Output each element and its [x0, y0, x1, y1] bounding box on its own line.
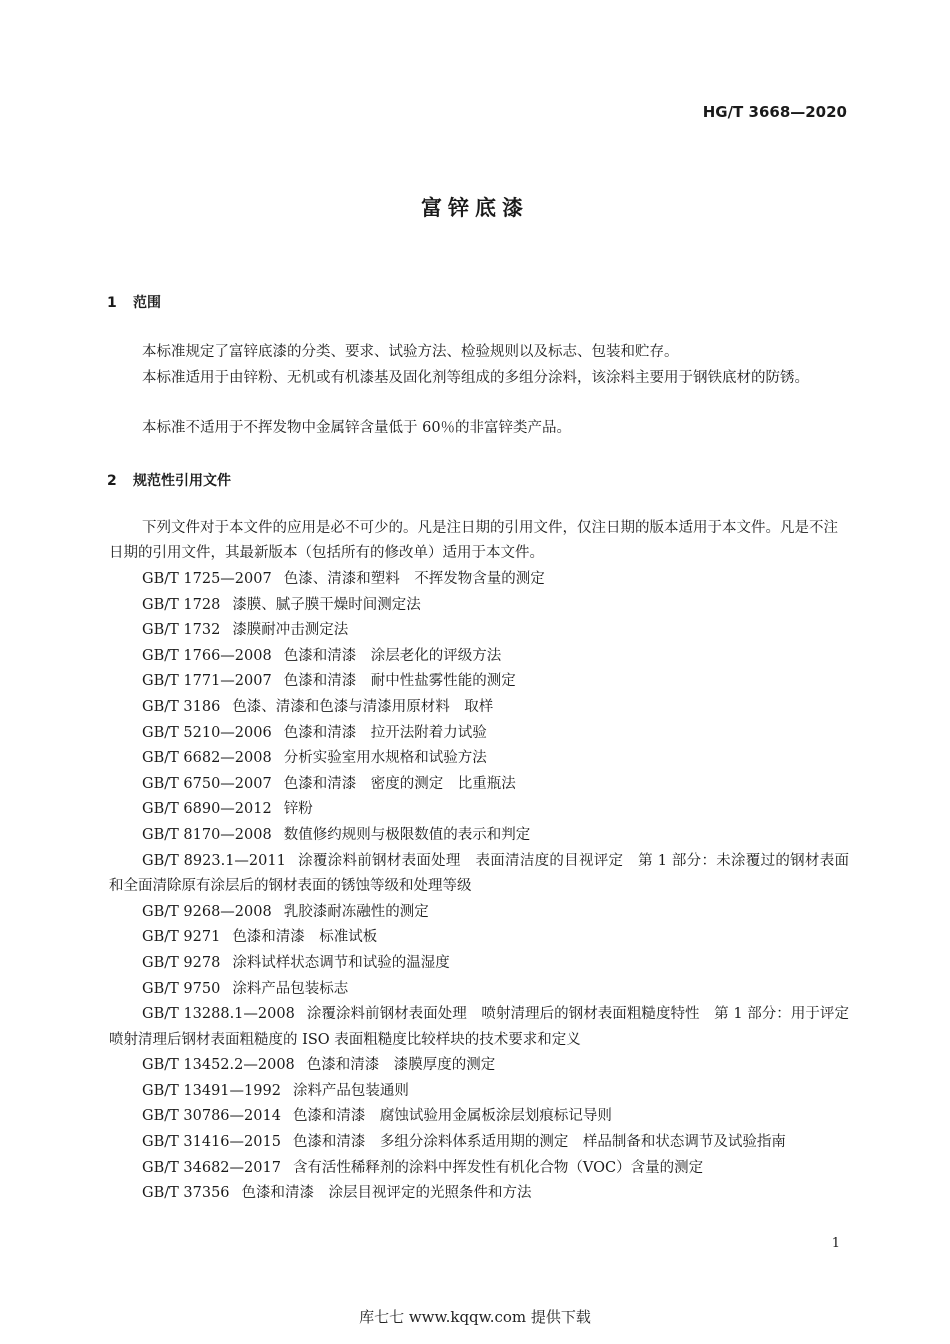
reference-item: [109, 977, 849, 1003]
reference-title: 色漆和清漆 涂层老化的评级方法: [283, 647, 502, 664]
reference-item: [109, 644, 849, 670]
section-2-heading: [107, 470, 231, 490]
reference-title: 涂料产品包装标志: [232, 980, 349, 997]
reference-code: GB/T 1771—2007: [142, 673, 272, 690]
reference-code: GB/T 9271: [142, 929, 221, 946]
section-1-paragraph: 本标准适用于由锌粉、无机或有机漆基及固化剂等组成的多组分涂料，该涂料主要用于钢铁底材的防锈。: [142, 370, 809, 386]
reference-code: GB/T 30786—2014: [142, 1108, 281, 1125]
reference-code: GB/T 3186: [142, 698, 221, 715]
reference-code: GB/T 31416—2015: [142, 1134, 281, 1151]
section-1-paragraph: 本标准规定了富锌底漆的分类、要求、试验方法、检验规则以及标志、包装和贮存。: [142, 344, 679, 360]
reference-item: [109, 721, 849, 747]
reference-code: GB/T 9278: [142, 954, 221, 971]
reference-title: 色漆和清漆 涂层目视评定的光照条件和方法: [241, 1185, 532, 1202]
reference-code: GB/T 5210—2006: [142, 724, 272, 741]
reference-item: [109, 618, 849, 644]
reference-title: 漆膜耐冲击测定法: [232, 622, 349, 639]
reference-title: 色漆和清漆 拉开法附着力试验: [283, 724, 487, 741]
page-number: 1: [831, 1236, 840, 1251]
reference-item: [109, 849, 849, 900]
reference-code: GB/T 6890—2012: [142, 801, 272, 818]
reference-item: [109, 823, 849, 849]
reference-title: 色漆和清漆 密度的测定 比重瓶法: [283, 775, 516, 792]
reference-title: 色漆和清漆 漆膜厚度的测定: [306, 1057, 496, 1074]
reference-item: [109, 1181, 849, 1207]
reference-title: 涂覆涂料前钢材表面处理 表面清洁度的目视评定 第 1 部分：未涂覆过的钢材表面和全面清除原有涂层后的钢材表面的锈蚀等级和处理等级: [109, 852, 849, 895]
reference-code: GB/T 6682—2008: [142, 750, 272, 767]
section-2-number: 2: [107, 473, 117, 489]
reference-code: GB/T 8923.1—2011: [142, 852, 286, 869]
reference-title: 涂料试样状态调节和试验的温湿度: [232, 954, 450, 971]
reference-code: GB/T 1725—2007: [142, 571, 272, 587]
reference-item: [109, 567, 849, 593]
reference-code: GB/T 13288.1—2008: [142, 1006, 295, 1023]
reference-title: 分析实验室用水规格和试验方法: [283, 750, 487, 767]
document-title: 富锌底漆: [421, 196, 529, 220]
reference-title: 数值修约规则与极限数值的表示和判定: [283, 826, 531, 843]
reference-title: 色漆和清漆 腐蚀试验用金属板涂层划痕标记导则: [292, 1108, 612, 1125]
section-2-intro: 下列文件对于本文件的应用是必不可少的。凡是注日期的引用文件，仅注日期的版本适用于本文件。凡是不注日期的引用文件，其最新版本（包括所有的修改单）适用于本文件。: [109, 520, 838, 561]
reference-item: [109, 669, 849, 695]
reference-code: GB/T 9750: [142, 980, 221, 997]
reference-item: [109, 1104, 849, 1130]
download-footer: 库七七 www.kqqw.com 提供下载: [359, 1308, 591, 1326]
reference-item: [109, 1053, 849, 1079]
section-1-heading: [107, 292, 161, 312]
reference-title: 色漆和清漆 多组分涂料体系适用期的测定 样品制备和状态调节及试验指南: [292, 1134, 786, 1151]
reference-item: [109, 900, 849, 926]
reference-title: 涂料产品包装通则: [292, 1082, 409, 1099]
section-2-title: 规范性引用文件: [133, 473, 231, 489]
reference-title: 色漆、清漆和色漆与清漆用原材料 取样: [232, 698, 494, 715]
reference-item: [109, 1002, 849, 1053]
reference-code: GB/T 8170—2008: [142, 826, 272, 843]
reference-code: GB/T 13491—1992: [142, 1082, 281, 1099]
reference-title: 含有活性稀释剂的涂料中挥发性有机化合物（VOC）含量的测定: [292, 1159, 704, 1176]
reference-code: GB/T 1728: [142, 596, 221, 613]
standard-number: HG/T 3668—2020: [702, 103, 847, 121]
section-1-number: 1: [107, 295, 117, 311]
reference-item: [109, 951, 849, 977]
reference-title: 乳胶漆耐冻融性的测定: [283, 903, 429, 920]
reference-item: [109, 1079, 849, 1105]
reference-list: [109, 567, 849, 1207]
reference-item: [109, 746, 849, 772]
reference-code: GB/T 34682—2017: [142, 1159, 281, 1176]
reference-item: [109, 1130, 849, 1156]
reference-code: GB/T 37356: [142, 1185, 230, 1202]
reference-title: 色漆、清漆和塑料 不挥发物含量的测定: [283, 571, 545, 587]
reference-code: GB/T 1766—2008: [142, 647, 272, 664]
reference-item: [109, 593, 849, 619]
reference-code: GB/T 1732: [142, 622, 221, 639]
reference-item: [109, 772, 849, 798]
reference-title: 锌粉: [283, 801, 313, 818]
section-1-title: 范围: [133, 295, 161, 311]
reference-item: [109, 1156, 849, 1182]
reference-title: 色漆和清漆 标准试板: [232, 929, 378, 946]
reference-title: 色漆和清漆 耐中性盐雾性能的测定: [283, 673, 516, 690]
reference-item: [109, 925, 849, 951]
reference-item: [109, 695, 849, 721]
reference-title: 漆膜、腻子膜干燥时间测定法: [232, 596, 421, 613]
reference-item: [109, 797, 849, 823]
reference-code: GB/T 6750—2007: [142, 775, 272, 792]
section-1-paragraph: 本标准不适用于不挥发物中金属锌含量低于 60％的非富锌类产品。: [142, 420, 572, 436]
reference-title: 涂覆涂料前钢材表面处理 喷射清理后的钢材表面粗糙度特性 第 1 部分：用于评定喷射清理后钢材表面粗糙度的 ISO 表面粗糙度比较样块的技术要求和定义: [109, 1006, 849, 1048]
reference-code: GB/T 9268—2008: [142, 903, 272, 920]
reference-code: GB/T 13452.2—2008: [142, 1057, 295, 1074]
